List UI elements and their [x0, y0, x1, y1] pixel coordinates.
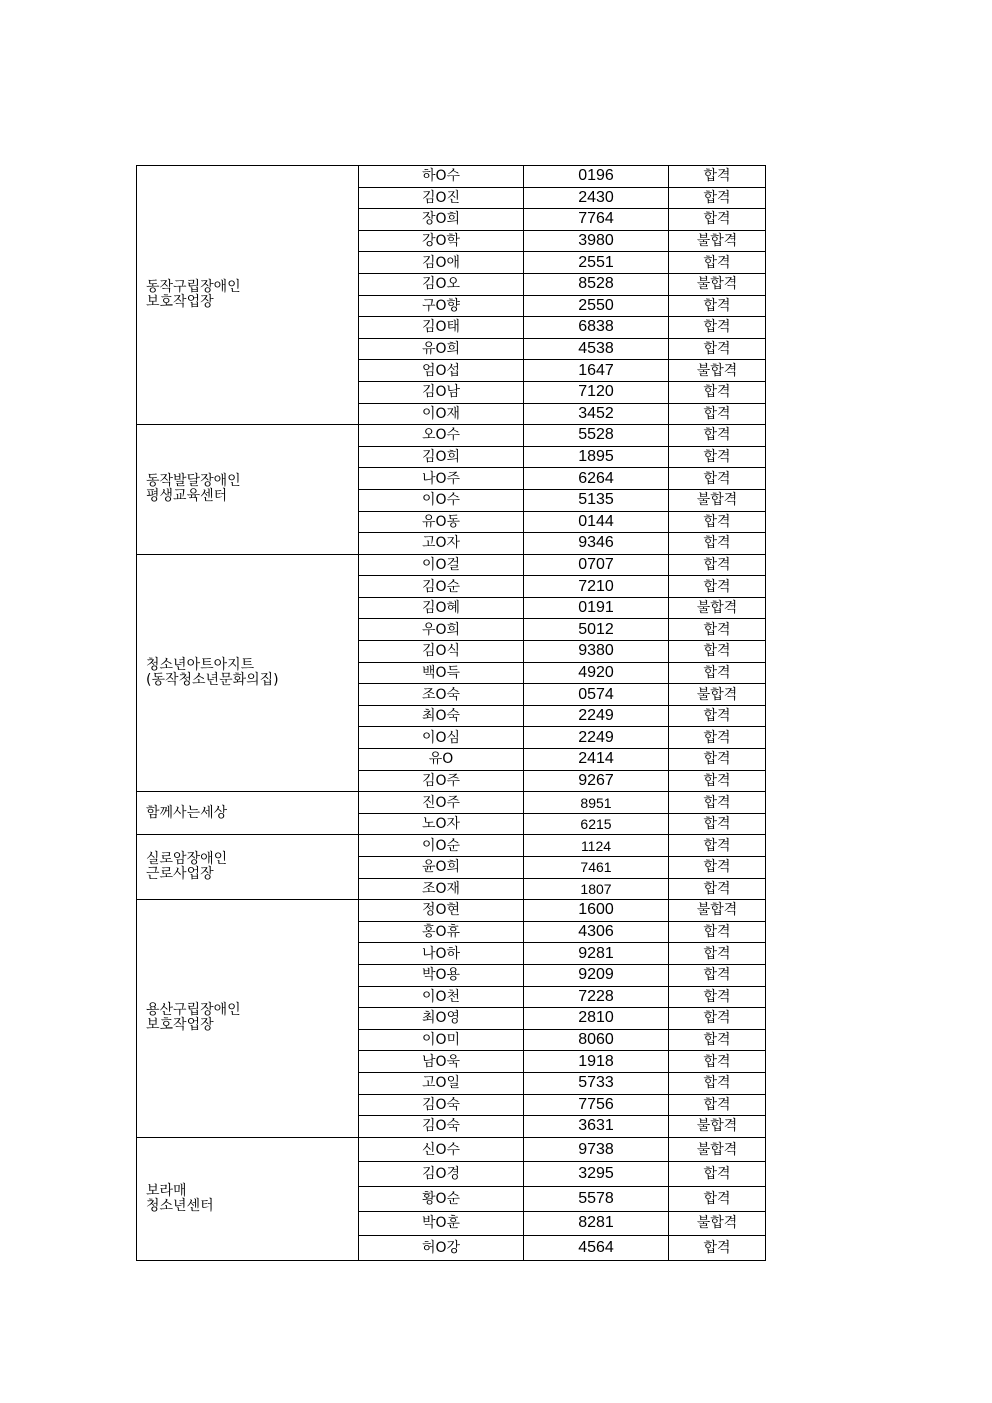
- number-cell: 6215: [524, 813, 669, 835]
- result-cell: 합격: [669, 1162, 766, 1187]
- number-cell: 5012: [524, 619, 669, 641]
- number-cell: 0707: [524, 554, 669, 576]
- name-cell: 김O혜: [359, 597, 524, 619]
- name-cell: 신O수: [359, 1137, 524, 1162]
- number-cell: 7756: [524, 1094, 669, 1116]
- name-cell: 허O강: [359, 1236, 524, 1261]
- name-cell: 김O남: [359, 381, 524, 403]
- number-cell: 9267: [524, 770, 669, 792]
- result-cell: 합격: [669, 425, 766, 447]
- number-cell: 1807: [524, 878, 669, 900]
- name-cell: 유O희: [359, 338, 524, 360]
- name-cell: 김O진: [359, 187, 524, 209]
- organization-name-line: 청소년아트아지트: [146, 656, 255, 673]
- name-cell: 진O주: [359, 792, 524, 814]
- number-cell: 2551: [524, 252, 669, 274]
- name-cell: 유O: [359, 749, 524, 771]
- table-row: [137, 835, 766, 857]
- result-cell: 합격: [669, 554, 766, 576]
- name-cell: 김O주: [359, 770, 524, 792]
- result-cell: 불합격: [669, 900, 766, 922]
- name-cell: 윤O희: [359, 857, 524, 879]
- number-cell: 4564: [524, 1236, 669, 1261]
- result-cell: 합격: [669, 295, 766, 317]
- name-cell: 이O천: [359, 986, 524, 1008]
- result-cell: 합격: [669, 619, 766, 641]
- organization-cell: [137, 554, 359, 792]
- name-cell: 나O하: [359, 943, 524, 965]
- number-cell: 7461: [524, 857, 669, 879]
- result-cell: 합격: [669, 1094, 766, 1116]
- number-cell: 1918: [524, 1051, 669, 1073]
- result-cell: 합격: [669, 338, 766, 360]
- name-cell: 김O애: [359, 252, 524, 274]
- number-cell: 2550: [524, 295, 669, 317]
- organization-name-line: 평생교육센터: [146, 488, 228, 505]
- name-cell: 김O숙: [359, 1116, 524, 1138]
- result-cell: 불합격: [669, 273, 766, 295]
- organization-name-line: 동작발달장애인: [146, 473, 241, 490]
- number-cell: 6838: [524, 317, 669, 339]
- name-cell: 이O수: [359, 489, 524, 511]
- name-cell: 김O식: [359, 641, 524, 663]
- number-cell: 5528: [524, 425, 669, 447]
- name-cell: 김O오: [359, 273, 524, 295]
- organization-name-line: 함께사는세상: [146, 804, 228, 821]
- name-cell: 최O영: [359, 1008, 524, 1030]
- name-cell: 김O순: [359, 576, 524, 598]
- name-cell: 박O훈: [359, 1211, 524, 1236]
- result-cell: 불합격: [669, 1137, 766, 1162]
- number-cell: 8528: [524, 273, 669, 295]
- table-row: [137, 792, 766, 814]
- name-cell: 고O자: [359, 533, 524, 555]
- number-cell: 1647: [524, 360, 669, 382]
- result-cell: 합격: [669, 1236, 766, 1261]
- name-cell: 장O희: [359, 209, 524, 231]
- name-cell: 황O순: [359, 1186, 524, 1211]
- number-cell: 8951: [524, 792, 669, 814]
- result-cell: 합격: [669, 166, 766, 188]
- result-cell: 합격: [669, 727, 766, 749]
- name-cell: 백O득: [359, 662, 524, 684]
- name-cell: 정O현: [359, 900, 524, 922]
- table-row: [137, 425, 766, 447]
- number-cell: 2810: [524, 1008, 669, 1030]
- table-row: [137, 1137, 766, 1162]
- name-cell: 김O희: [359, 446, 524, 468]
- number-cell: 9380: [524, 641, 669, 663]
- result-cell: 합격: [669, 1051, 766, 1073]
- name-cell: 최O숙: [359, 705, 524, 727]
- name-cell: 나O주: [359, 468, 524, 490]
- number-cell: 3631: [524, 1116, 669, 1138]
- name-cell: 오O수: [359, 425, 524, 447]
- name-cell: 조O숙: [359, 684, 524, 706]
- number-cell: 1600: [524, 900, 669, 922]
- number-cell: 2249: [524, 727, 669, 749]
- number-cell: 6264: [524, 468, 669, 490]
- number-cell: 5733: [524, 1072, 669, 1094]
- name-cell: 박O용: [359, 964, 524, 986]
- result-cell: 불합격: [669, 489, 766, 511]
- result-cell: 합격: [669, 446, 766, 468]
- organization-cell: [137, 1137, 359, 1260]
- name-cell: 이O심: [359, 727, 524, 749]
- organization-cell: [137, 792, 359, 835]
- result-cell: 합격: [669, 878, 766, 900]
- result-cell: 합격: [669, 921, 766, 943]
- number-cell: 7120: [524, 381, 669, 403]
- name-cell: 이O순: [359, 835, 524, 857]
- number-cell: 2414: [524, 749, 669, 771]
- result-cell: 합격: [669, 511, 766, 533]
- name-cell: 강O학: [359, 230, 524, 252]
- name-cell: 남O욱: [359, 1051, 524, 1073]
- number-cell: 0144: [524, 511, 669, 533]
- number-cell: 3295: [524, 1162, 669, 1187]
- result-cell: 불합격: [669, 597, 766, 619]
- organization-cell: [137, 166, 359, 425]
- number-cell: 4920: [524, 662, 669, 684]
- name-cell: 우O희: [359, 619, 524, 641]
- number-cell: 9209: [524, 964, 669, 986]
- result-cell: 합격: [669, 813, 766, 835]
- number-cell: 9738: [524, 1137, 669, 1162]
- result-cell: 합격: [669, 986, 766, 1008]
- number-cell: 7764: [524, 209, 669, 231]
- table-row: [137, 166, 766, 188]
- name-cell: 엄O섭: [359, 360, 524, 382]
- organization-name-line: 실로암장애인: [146, 851, 228, 868]
- organization-name-line: 용산구립장애인: [146, 1002, 241, 1019]
- result-cell: 합격: [669, 1029, 766, 1051]
- result-cell: 합격: [669, 252, 766, 274]
- result-cell: 합격: [669, 403, 766, 425]
- number-cell: 5578: [524, 1186, 669, 1211]
- number-cell: 3980: [524, 230, 669, 252]
- result-cell: 합격: [669, 749, 766, 771]
- number-cell: 3452: [524, 403, 669, 425]
- name-cell: 김O태: [359, 317, 524, 339]
- result-cell: 합격: [669, 576, 766, 598]
- number-cell: 8281: [524, 1211, 669, 1236]
- name-cell: 홍O휴: [359, 921, 524, 943]
- organization-cell: [137, 425, 359, 555]
- name-cell: 고O일: [359, 1072, 524, 1094]
- result-cell: 불합격: [669, 360, 766, 382]
- organization-name-line: 보라매: [146, 1182, 187, 1199]
- result-cell: 합격: [669, 1072, 766, 1094]
- number-cell: 4306: [524, 921, 669, 943]
- result-cell: 합격: [669, 209, 766, 231]
- number-cell: 1124: [524, 835, 669, 857]
- number-cell: 1895: [524, 446, 669, 468]
- number-cell: 5135: [524, 489, 669, 511]
- number-cell: 8060: [524, 1029, 669, 1051]
- result-cell: 합격: [669, 641, 766, 663]
- name-cell: 이O미: [359, 1029, 524, 1051]
- number-cell: 0574: [524, 684, 669, 706]
- result-cell: 합격: [669, 381, 766, 403]
- results-table: [136, 165, 766, 1261]
- number-cell: 2430: [524, 187, 669, 209]
- number-cell: 7228: [524, 986, 669, 1008]
- result-cell: 합격: [669, 770, 766, 792]
- results-table-body: [137, 166, 766, 1261]
- number-cell: 9281: [524, 943, 669, 965]
- name-cell: 이O재: [359, 403, 524, 425]
- number-cell: 2249: [524, 705, 669, 727]
- number-cell: 4538: [524, 338, 669, 360]
- result-cell: 불합격: [669, 684, 766, 706]
- result-cell: 불합격: [669, 1211, 766, 1236]
- result-cell: 합격: [669, 1008, 766, 1030]
- result-cell: 합격: [669, 468, 766, 490]
- organization-name-line: 근로사업장: [146, 866, 214, 883]
- name-cell: 이O걸: [359, 554, 524, 576]
- result-cell: 합격: [669, 187, 766, 209]
- organization-name-line: 보호작업장: [146, 1017, 214, 1034]
- result-cell: 합격: [669, 857, 766, 879]
- organization-cell: [137, 835, 359, 900]
- result-cell: 합격: [669, 792, 766, 814]
- name-cell: 노O자: [359, 813, 524, 835]
- result-cell: 합격: [669, 1186, 766, 1211]
- result-cell: 합격: [669, 317, 766, 339]
- result-cell: 합격: [669, 533, 766, 555]
- organization-cell: [137, 900, 359, 1138]
- name-cell: 하O수: [359, 166, 524, 188]
- number-cell: 0191: [524, 597, 669, 619]
- name-cell: 유O동: [359, 511, 524, 533]
- result-cell: 합격: [669, 662, 766, 684]
- name-cell: 김O숙: [359, 1094, 524, 1116]
- name-cell: 조O재: [359, 878, 524, 900]
- result-cell: 합격: [669, 943, 766, 965]
- number-cell: 9346: [524, 533, 669, 555]
- organization-name-line: 청소년센터: [146, 1197, 214, 1214]
- table-row: [137, 900, 766, 922]
- name-cell: 김O경: [359, 1162, 524, 1187]
- number-cell: 0196: [524, 166, 669, 188]
- result-cell: 합격: [669, 705, 766, 727]
- result-cell: 합격: [669, 835, 766, 857]
- organization-name-line: 보호작업장: [146, 294, 214, 311]
- result-cell: 불합격: [669, 1116, 766, 1138]
- result-cell: 합격: [669, 964, 766, 986]
- number-cell: 7210: [524, 576, 669, 598]
- organization-name-line: 동작구립장애인: [146, 279, 241, 296]
- organization-name-line: (동작청소년문화의집): [146, 671, 279, 688]
- table-row: [137, 554, 766, 576]
- result-cell: 불합격: [669, 230, 766, 252]
- name-cell: 구O향: [359, 295, 524, 317]
